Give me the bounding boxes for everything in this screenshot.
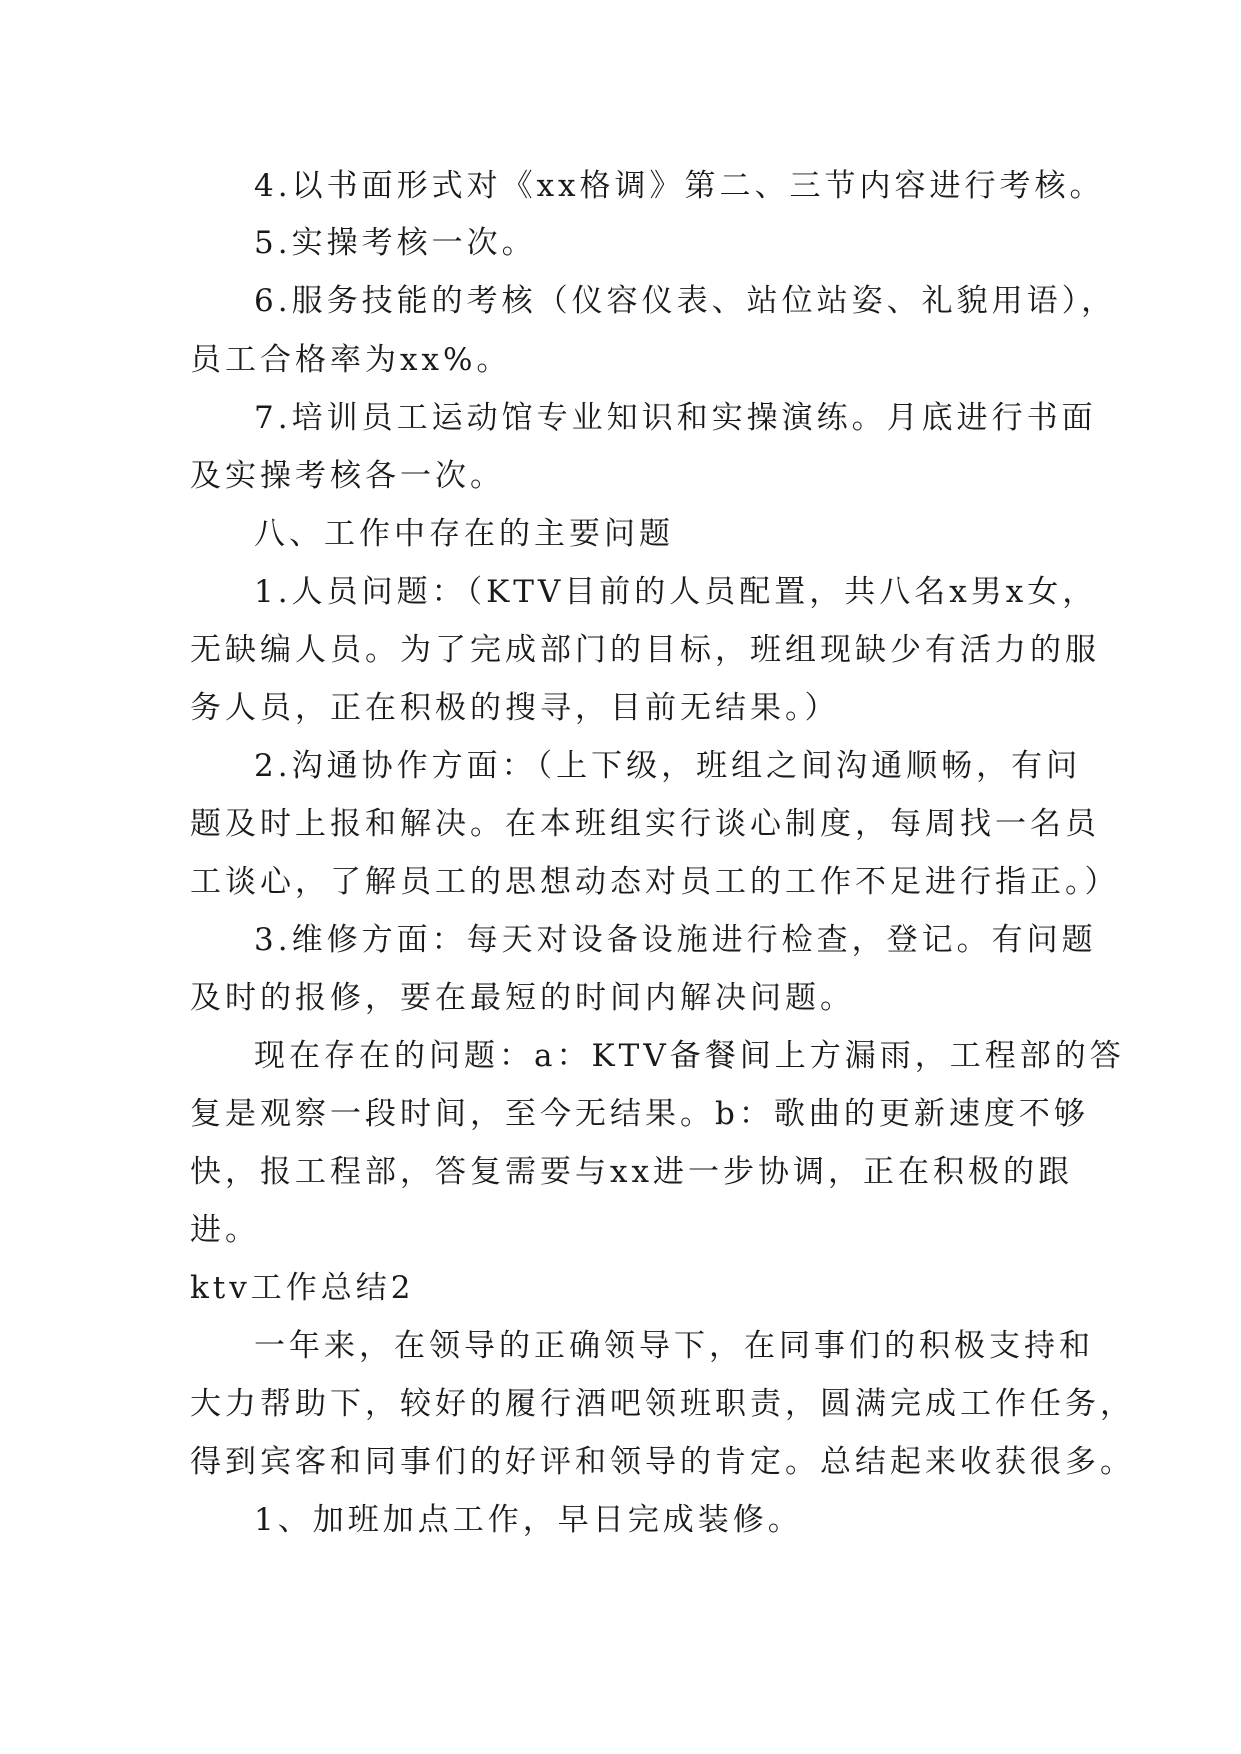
text-line: 工谈心，了解员工的思想动态对员工的工作不足进行指正。）	[190, 864, 1120, 900]
text-line: 大力帮助下，较好的履行酒吧领班职责，圆满完成工作任务，	[190, 1386, 1135, 1422]
text-line: 3.维修方面：每天对设备设施进行检查，登记。有问题	[254, 922, 1097, 958]
document-subtitle: ktv工作总结2	[190, 1270, 415, 1306]
section-heading: 八、工作中存在的主要问题	[254, 516, 674, 552]
text-line: 一年来，在领导的正确领导下，在同事们的积极支持和	[254, 1328, 1094, 1364]
text-line: 快，报工程部，答复需要与xx进一步协调，正在积极的跟	[190, 1154, 1073, 1190]
text-line: 进。	[190, 1212, 260, 1248]
text-line: 无缺编人员。为了完成部门的目标，班组现缺少有活力的服	[190, 632, 1100, 668]
text-line: 6.服务技能的考核（仪容仪表、站位站姿、礼貌用语），	[254, 283, 1117, 319]
text-line: 现在存在的问题：a：KTV备餐间上方漏雨，工程部的答	[254, 1038, 1125, 1074]
text-line: 得到宾客和同事们的好评和领导的肯定。总结起来收获很多。	[190, 1444, 1135, 1480]
text-line: 4.以书面形式对《xx格调》第二、三节内容进行考核。	[254, 168, 1105, 204]
text-line: 7.培训员工运动馆专业知识和实操演练。月底进行书面	[254, 400, 1097, 436]
text-line: 1.人员问题：（KTV目前的人员配置，共八名x男x女，	[254, 574, 1098, 610]
text-line: 题及时上报和解决。在本班组实行谈心制度，每周找一名员	[190, 806, 1100, 842]
text-line: 及时的报修，要在最短的时间内解决问题。	[190, 980, 855, 1016]
text-line: 及实操考核各一次。	[190, 458, 505, 494]
text-line: 员工合格率为xx%。	[190, 342, 512, 378]
text-line: 5.实操考核一次。	[254, 225, 537, 261]
text-line: 1、加班加点工作，早日完成装修。	[254, 1502, 803, 1538]
text-line: 2.沟通协作方面：（上下级，班组之间沟通顺畅，有问	[254, 748, 1082, 784]
text-line: 务人员，正在积极的搜寻，目前无结果。）	[190, 690, 840, 726]
text-line: 复是观察一段时间，至今无结果。b：歌曲的更新速度不够	[190, 1096, 1089, 1132]
